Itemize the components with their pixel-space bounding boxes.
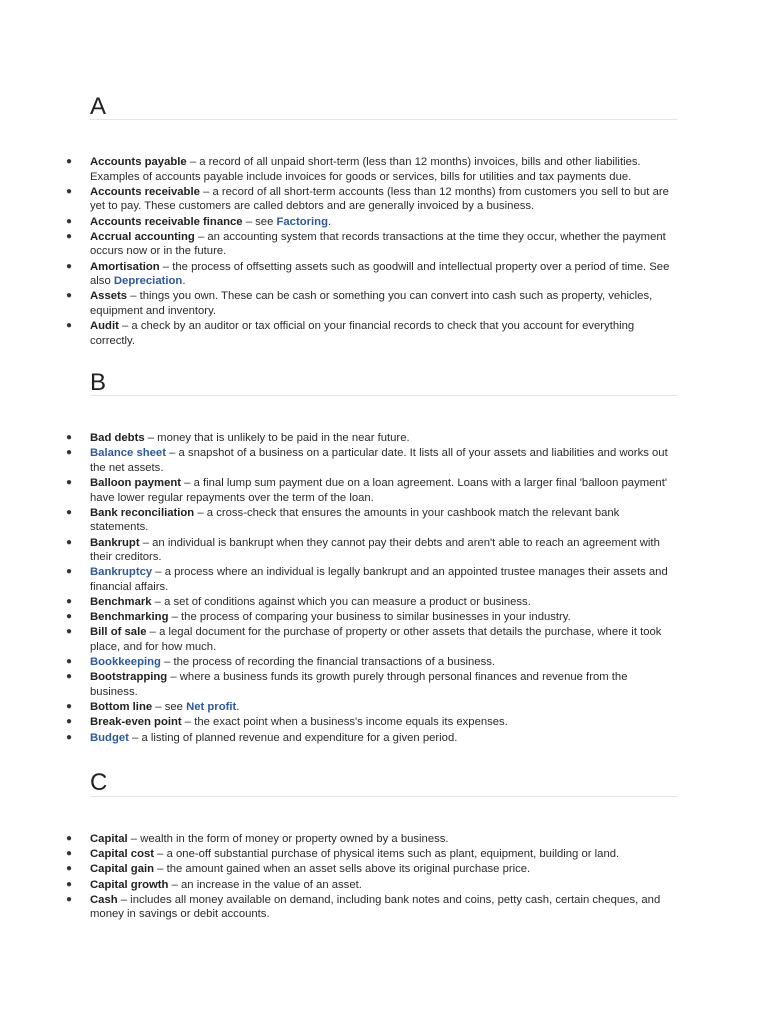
term-definition: – see: [242, 215, 277, 228]
term-definition: – includes all money available on demand, including bank notes and coins, petty cash, certain cheques, and money in savings or debit accounts.: [90, 893, 661, 921]
term-name: Audit: [90, 320, 119, 333]
term-definition: – an increase in the value of an asset.: [168, 878, 362, 891]
term-definition: – the process of offsetting assets such as goodwill and intellectual property over a period of time. See also: [90, 260, 670, 288]
bullet-icon: ●: [66, 848, 73, 860]
term-name: Bill of sale: [90, 626, 147, 639]
term-definition: – the process of recording the financial transactions of a business.: [160, 656, 496, 669]
section-divider: [90, 796, 678, 797]
bullet-icon: ●: [66, 566, 73, 578]
glossary-entry: [0, 595, 678, 610]
term-definition: – a check by an auditor or tax official on your financial records to check that you account for everything correctly.: [90, 320, 635, 347]
term-definition: – a set of conditions against which you can measure a product or business.: [151, 596, 531, 609]
bullet-icon: ●: [66, 230, 73, 242]
glossary-entry: [0, 260, 678, 289]
glossary-entry: [0, 878, 678, 893]
term-name: Accrual accounting: [90, 230, 195, 243]
bullet-icon: ●: [66, 156, 73, 167]
term-link[interactable]: Budget: [90, 731, 129, 744]
term-name: Accounts payable: [90, 156, 187, 168]
bullet-icon: ●: [66, 476, 73, 488]
term-definition: – an individual is bankrupt when they cannot pay their debts and aren't able to reach an agreement with their creditors.: [90, 536, 660, 564]
bullet-icon: ●: [66, 215, 73, 227]
glossary-entry: [0, 230, 678, 259]
glossary-entry: [0, 155, 678, 184]
glossary-entry: [0, 215, 678, 230]
glossary-entry: [0, 476, 678, 505]
term-name: Benchmark: [90, 596, 152, 609]
glossary-entry: [0, 893, 678, 922]
bullet-icon: ●: [66, 716, 73, 728]
punctuation: .: [236, 701, 240, 714]
term-definition: – a legal document for the purchase of property or other assets that details the purchase, where it took place, and for how much.: [90, 626, 662, 654]
section-heading-a: A: [90, 93, 107, 120]
term-definition: – a record of all short-term accounts (less than 12 months) from customers you sell to but are yet to pay. These customers are called debtors and are generally invoiced by a business.: [90, 185, 669, 213]
section-heading-b: B: [90, 369, 107, 396]
bullet-icon: ●: [66, 701, 73, 713]
term-name: Cash: [90, 893, 118, 906]
term-name: Capital cost: [90, 848, 155, 861]
bullet-icon: ●: [66, 863, 73, 875]
section-divider: [90, 395, 678, 396]
glossary-entry: [0, 731, 678, 746]
term-definition: – a one-off substantial purchase of physical items such as plant, equipment, building or land.: [154, 848, 620, 861]
glossary-entry: [0, 319, 678, 348]
term-definition: – a process where an individual is legally bankrupt and an appointed trustee manages their assets and financial affairs.: [90, 566, 668, 593]
glossary-entry: [0, 536, 678, 565]
glossary-entry: [0, 670, 678, 699]
bullet-icon: ●: [66, 731, 73, 743]
glossary-entry: [0, 610, 678, 625]
glossary-entry: [0, 185, 678, 214]
term-definition: – wealth in the form of money or property owned by a business.: [127, 833, 449, 845]
glossary-entry: [0, 565, 678, 594]
term-name: Capital: [90, 833, 128, 845]
section-heading-c: C: [90, 769, 108, 796]
term-definition: – things you own. These can be cash or something you can convert into cash such as property, vehicles, equipment and inventory.: [90, 290, 653, 317]
section-divider: [90, 119, 678, 120]
term-definition: – the exact point when a business's income equals its expenses.: [181, 716, 508, 729]
term-name: Capital growth: [90, 878, 169, 891]
term-definition: – an accounting system that records transactions at the time they occur, whether the payment occurs now or in the future.: [90, 230, 666, 258]
term-definition: – where a business funds its growth purely through personal finances and revenue from the business.: [90, 671, 628, 699]
glossary-entry: [0, 625, 678, 654]
glossary-entry: [0, 832, 678, 847]
term-name: Capital gain: [90, 863, 155, 876]
term-name: Amortisation: [90, 260, 160, 273]
term-link[interactable]: Bookkeeping: [90, 656, 161, 669]
cross-reference-link[interactable]: Net profit: [186, 701, 237, 714]
term-link[interactable]: Balance sheet: [90, 447, 166, 460]
bullet-icon: ●: [66, 671, 73, 683]
bullet-icon: ●: [66, 833, 73, 844]
term-name: Bank reconciliation: [90, 506, 195, 519]
bullet-icon: ●: [66, 596, 73, 608]
cross-reference-link[interactable]: Factoring: [276, 215, 328, 228]
bullet-icon: ●: [66, 185, 73, 197]
term-definition: – money that is unlikely to be paid in the near future.: [144, 432, 410, 444]
glossary-entry: [0, 446, 678, 475]
term-definition: – a record of all unpaid short-term (less than 12 months) invoices, bills and other liabilities. Examples of accounts payable include invoices for goods or services, bills for utilities and tax payments due.: [90, 156, 641, 183]
term-name: Bottom line: [90, 701, 153, 714]
glossary-entry: [0, 700, 678, 715]
term-name: Break-even point: [90, 716, 182, 729]
glossary-entry: [0, 655, 678, 670]
term-definition: – see: [152, 701, 187, 714]
bullet-icon: ●: [66, 290, 73, 302]
term-link[interactable]: Bankruptcy: [90, 566, 153, 579]
bullet-icon: ●: [66, 611, 73, 623]
punctuation: .: [327, 215, 332, 228]
bullet-icon: ●: [66, 656, 73, 668]
punctuation: .: [182, 275, 186, 288]
glossary-entry: [0, 715, 678, 730]
bullet-icon: ●: [66, 506, 73, 518]
term-list-c: [0, 832, 768, 923]
glossary-entry: [0, 506, 678, 535]
term-name: Accounts receivable finance: [90, 215, 243, 228]
bullet-icon: ●: [66, 447, 73, 459]
glossary-entry: [0, 431, 678, 446]
term-list-b: [0, 431, 768, 746]
term-name: Balloon payment: [90, 476, 182, 489]
bullet-icon: ●: [66, 893, 73, 905]
term-definition: – a cross-check that ensures the amounts in your cashbook match the relevant bank statements.: [90, 506, 620, 534]
bullet-icon: ●: [66, 626, 73, 638]
bullet-icon: ●: [66, 320, 73, 332]
term-definition: – a listing of planned revenue and expenditure for a given period.: [128, 731, 458, 744]
term-definition: – the amount gained when an asset sells above its original purchase price.: [154, 863, 531, 876]
term-name: Bankrupt: [90, 536, 140, 549]
glossary-entry: [0, 847, 678, 862]
term-name: Bad debts: [90, 432, 145, 444]
term-name: Accounts receivable: [90, 185, 200, 198]
term-name: Benchmarking: [90, 611, 169, 624]
cross-reference-link[interactable]: Depreciation: [113, 275, 183, 288]
term-name: Bootstrapping: [90, 671, 168, 684]
term-name: Assets: [90, 290, 128, 303]
term-definition: – the process of comparing your business to similar businesses in your industry.: [168, 611, 571, 624]
bullet-icon: ●: [66, 536, 73, 548]
term-list-a: [0, 155, 768, 349]
bullet-icon: ●: [66, 878, 73, 890]
term-definition: – a final lump sum payment due on a loan agreement. Loans with a larger final 'balloon payment' have lower regular repayments over the term of the loan.: [90, 476, 667, 504]
term-definition: – a snapshot of a business on a particular date. It lists all of your assets and liabilities and works out the net assets.: [90, 447, 668, 474]
bullet-icon: ●: [66, 432, 73, 443]
glossary-entry: [0, 289, 678, 318]
bullet-icon: ●: [66, 260, 73, 272]
glossary-entry: [0, 862, 678, 877]
